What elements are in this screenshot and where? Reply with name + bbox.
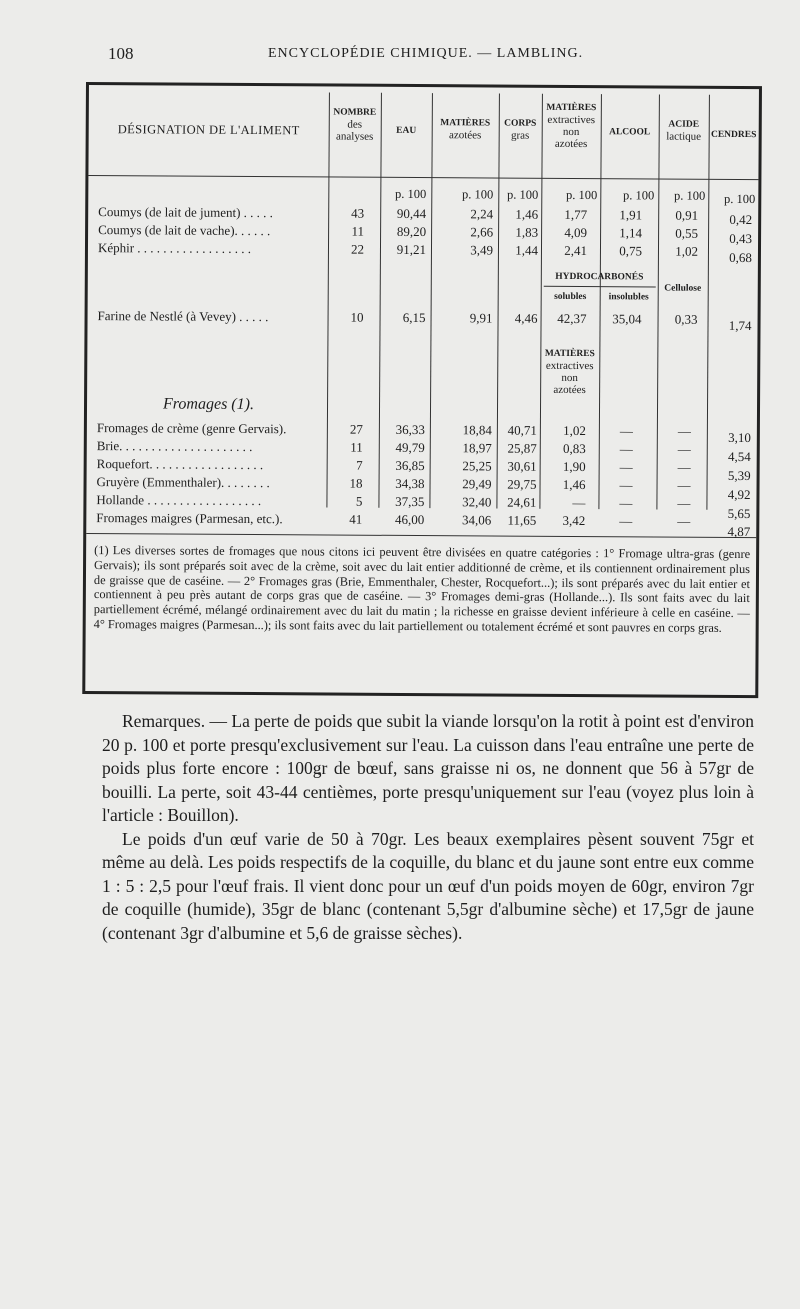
table-row: Coumys (de lait de jument) . . . . . 43 90,44 2,24 1,46 1,77 1,91 0,91 0,42 bbox=[98, 204, 753, 228]
footnote-rule bbox=[86, 533, 756, 538]
table-row: Roquefort. . . . . . . . . . . . . . . . . . 7 36,85 25,25 30,61 1,90 — — 5,39 bbox=[96, 456, 751, 484]
table-row: Fromages maigres (Parmesan, etc.). 41 46,00 34,06 11,65 3,42 — — 4,87 bbox=[96, 510, 751, 540]
table-row: Hollande . . . . . . . . . . . . . . . . . . 5 37,35 32,40 24,61 — — — 5,65 bbox=[96, 492, 751, 522]
composition-table bbox=[82, 82, 762, 698]
table-footnote: (1) Les diverses sortes de fromages que nous citons ici peuvent être divisées en quatre catégories : 1° Fromage ultra-gras (genre Gervais); ils sont préparés soit avec de la crème, soit avec du lait entier additionné de crème, et ils contiennent ordinairement plus de graisse que de caséine. — 2° Fromages gras (Brie, Emmenthaler, Chester, Rocquefort...); ils sont préparés avec du lait entier et contiennent à peu près autant de corps gras que de caséine. — 3° Fromages demi-gras (Hollande...). Ils sont faits avec du lait partiellement écrémé, mélangé ordinairement avec du lait du matin ; la richesse en graisse devient inférieure à celle en caséine. — 4° Fromages maigres (Parmesan...); ils sont faits avec du lait partiellement ou totalement écrémé et sont pauvres en corps gras. bbox=[93, 543, 751, 635]
paragraph-oeuf: Le poids d'un œuf varie de 50 à 70gr. Les beaux exemplaires pèsent souvent 75gr et même au delà. Les poids respectifs de la coquille, du blanc et du jaune sont entre eux comme 1 : 5 : 2,5 pour l'œuf frais. Il vient donc pour un œuf d'un poids moyen de 60gr, environ 7gr de coquille (humide), 35gr de blanc (contenant 5,5gr d'albumine sèche) et 17,5gr de jaune (contenant 3gr d'albumine et 5,6 de graisse sèches). bbox=[102, 828, 754, 943]
fromages-title: Fromages (1). bbox=[162, 395, 255, 414]
cellulose-header: Cellulose bbox=[664, 283, 702, 294]
paragraph-remarques: Remarques. — La perte de poids que subit la viande lorsqu'on la rotit à point est d'environ 20 p. 100 et porte presqu'exclusivement sur l'eau. La cuisson dans l'eau entraîne une perte de poids plus forte encore : 100gr de bœuf, sans graisse ni os, ne donnent que 56 à 57gr de bouilli. La perte, soit 43-44 centièmes, porte presqu'uniquement sur l'eau (voyez plus loin à l'article : Bouillon). bbox=[102, 711, 754, 825]
header-designation: DÉSIGNATION DE L'ALIMENT bbox=[117, 122, 300, 138]
header-matieres-extractives-repeat: MATIÈRES extractives non azotées bbox=[544, 348, 595, 397]
unit-label: p. 100 bbox=[566, 187, 598, 203]
unit-label: p. 100 bbox=[674, 188, 706, 203]
solubles-header: solubles bbox=[554, 291, 587, 303]
body-text bbox=[102, 710, 754, 945]
page-number: 108 bbox=[108, 44, 134, 63]
header-alcool: ALCOOL bbox=[609, 127, 651, 138]
header-matieres-extractives: MATIÈRES extractives non azotées bbox=[546, 102, 597, 151]
header-matieres-azotees: MATIÈRES azotées bbox=[440, 118, 491, 142]
header-acide-lactique: ACIDE lactique bbox=[666, 119, 702, 143]
table-row: Farine de Nestlé (à Vevey) . . . . . 10 6,15 9,91 4,46 42,37 35,04 0,33 1,74 bbox=[97, 308, 752, 334]
table-row: Brie. . . . . . . . . . . . . . . . . . . . . 11 49,79 18,97 25,87 0,83 — — 4,54 bbox=[96, 438, 751, 465]
unit-label: p. 100 bbox=[462, 187, 494, 202]
header-eau: EAU bbox=[396, 125, 417, 137]
header-corps-gras: CORPS gras bbox=[504, 118, 537, 142]
insolubles-header: insolubles bbox=[608, 292, 649, 303]
table-row: Képhir . . . . . . . . . . . . . . . . . . 22 91,21 3,49 1,44 2,41 0,75 1,02 0,68 bbox=[97, 240, 752, 266]
header-cendres: CENDRES bbox=[710, 129, 757, 141]
unit-label: p. 100 bbox=[724, 191, 756, 207]
running-title: ENCYCLOPÉDIE CHIMIQUE. — LAMBLING. bbox=[268, 46, 584, 61]
table-row: Coumys (de lait de vache). . . . . . 11 89,20 2,66 1,83 4,09 1,14 0,55 0,43 bbox=[98, 222, 753, 247]
unit-label: p. 100 bbox=[623, 188, 655, 203]
header-nombre: NOMBRE des analyses bbox=[333, 107, 377, 143]
unit-label: p. 100 bbox=[395, 186, 427, 202]
hydrocarbones-header: HYDROCARBONÉS bbox=[555, 271, 644, 283]
table-row: Fromages de crème (genre Gervais). 27 36,33 18,84 40,71 1,02 — — 3,10 bbox=[96, 420, 751, 446]
table-row: Gruyère (Emmenthaler). . . . . . . . 18 34,38 29,49 29,75 1,46 — — 4,92 bbox=[96, 474, 751, 503]
unit-label: p. 100 bbox=[507, 187, 539, 202]
